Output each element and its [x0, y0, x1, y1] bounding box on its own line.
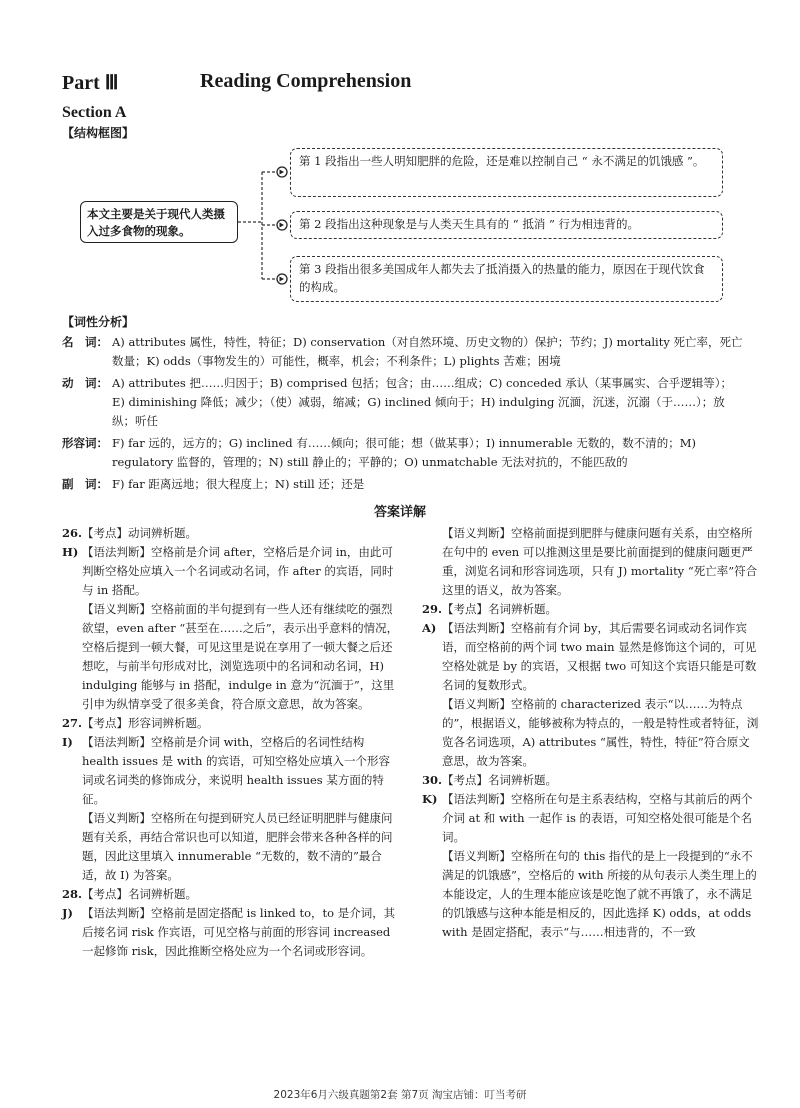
question-point: 【考点】动词辨析题。 [82, 526, 197, 540]
page-footer: 2023年6月六级真题第2套 第7页 淘宝店铺：叮当考研 [273, 1089, 527, 1101]
question-number: 30. [422, 773, 443, 787]
framework-label: 【结构框图】 [62, 126, 135, 140]
question-number: 27. [62, 716, 83, 730]
answer-letter: K) [422, 792, 438, 806]
section-heading: Section A [62, 104, 127, 121]
semantic-judgment: 【语义判断】空格前面的半句提到有一些人还有继续吃的强烈欲望，even after “甚至在……之后”，表示出乎意料的情况，空格后提到一顿大餐，可见这里是说在享用了一顿大餐之后还想吃，与前半句形成对比，浏览选项中的名词和动名词，H) indulging 能够与 in 搭配，indulge in 意为“沉湎于”，这里引申为纵情享受了很多美食，符合原文意思，故为答案。 [82, 602, 399, 711]
framework-paragraph-1: 第 1 段指出一些人明知肥胖的危险，还是难以控制自己 “ 永不满足的饥饿感 ”。 [290, 148, 723, 197]
answers-title: 答案详解 [373, 505, 426, 520]
arrow-bullet-2-icon [277, 220, 287, 230]
answer-letter: J) [62, 906, 73, 920]
question-28 [62, 885, 400, 904]
answer-letter: H) [62, 545, 79, 559]
framework-paragraph-3: 第 3 段指出很多美国成年人都失去了抵消摄入的热量的能力，原因在于现代饮食的构成。 [290, 256, 723, 302]
answer-28-cont [422, 524, 760, 600]
part-number: Part Ⅲ [62, 72, 119, 94]
semantic-judgment: 【语义判断】空格前的 characterized 表示“以……为特点的”，根据语义，能够被称为特点的，一般是特性或者特征，浏览各名词选项，A) attributes “属性，特性，特征”符合原文意思，故为答案。 [442, 697, 759, 768]
pos-adj-text: F) far 远的，远方的；G) inclined 有……倾向；很可能；想（做某事）；I) innumerable 无数的，数不清的；M) regulatory 监督的，管理的；N) still 静止的；平静的；O) unmatchable 无法对抗的，不能匹敌的 [112, 436, 696, 469]
question-point: 【考点】名词辨析题。 [442, 773, 557, 787]
semantic-judgment: 【语义判断】空格所在句提到研究人员已经证明肥胖与健康问题有关系，再结合常识也可以知道，肥胖会带来各种各样的问题，因此这里填入 innumerable “无数的，数不清的”最合适，故 I) 为答案。 [82, 811, 393, 882]
question-number: 28. [62, 887, 83, 901]
grammar-judgment: 【语法判断】空格前是介词 after，空格后是介词 in，由此可判断空格处应填入一个名词或动名词，作 after 的宾语，同时与 in 搭配。 [82, 545, 394, 597]
question-29 [422, 600, 760, 619]
answer-30 [422, 790, 760, 942]
question-point: 【考点】名词辨析题。 [442, 602, 557, 616]
pos-analysis-label: 【词性分析】 [62, 315, 135, 329]
answer-28 [62, 904, 400, 961]
semantic-judgment: 【语义判断】空格前面提到肥胖与健康问题有关系，由空格所在句中的 even 可以推测这里是要比前面提到的健康问题更严重，浏览名词和形容词选项，只有 J) mortality “死亡率”符合这里的语义，故为答案。 [442, 526, 758, 597]
grammar-judgment: 【语法判断】空格前有介词 by，其后需要名词或动名词作宾语，而空格前的两个词 two main 显然是修饰这个词的，可见空格处就是 by 的宾语，又根据 two 可知这个宾语只能是可数名词的复数形式。 [442, 621, 757, 692]
arrow-bullet-3-icon [277, 274, 287, 284]
arrow-bullet-1-icon [277, 167, 287, 177]
answer-27 [62, 733, 400, 885]
part-title: Reading Comprehension [200, 70, 412, 92]
answer-letter: A) [422, 621, 437, 635]
pos-verb-text: A) attributes 把……归因于；B) comprised 包括；包含；由……组成；C) conceded 承认（某事属实、合乎逻辑等）；E) diminishing 降低；减少；（使）减弱，缩减；G) inclined 倾向于；H) indulging 沉湎，沉迷，沉溺（于……）；放纵；听任 [112, 376, 732, 428]
answer-letter: I) [62, 735, 73, 749]
question-number: 29. [422, 602, 443, 616]
question-point: 【考点】形容词辨析题。 [82, 716, 209, 730]
answers-left-column [62, 524, 400, 961]
pos-noun-text: A) attributes 属性，特性，特征；D) conservation（对自然环境、历史文物的）保护；节约；J) mortality 死亡率，死亡数量；K) odds（事物发生的）可能性，概率，机会；不利条件；L) plights 苦难；困境 [112, 335, 743, 368]
question-27 [62, 714, 400, 733]
semantic-judgment: 【语义判断】空格所在句的 this 指代的是上一段提到的“永不满足的饥饿感”，空格后的 with 所接的从句表示人类生理上的本能设定，人的生理本能应该是吃饱了就不再饿了，永不满足的饥饿感与这种本能是相反的，因此选择 K) odds，at odds with 是固定搭配，表示“与……相违背的，不一致 [442, 849, 757, 939]
grammar-judgment: 【语法判断】空格所在句是主系表结构，空格与其前后的两个介词 at 和 with 一起作 is 的表语，可知空格处很可能是个名词。 [442, 792, 753, 844]
pos-adv-tag: 副 词： [62, 477, 108, 491]
framework-paragraph-2: 第 2 段指出这种现象是与人类天生具有的 “ 抵消 ” 行为相违背的。 [290, 211, 723, 239]
answer-29 [422, 619, 760, 771]
pos-adv-text: F) far 距离远地；很大程度上；N) still 还；还是 [112, 477, 365, 491]
question-point: 【考点】名词辨析题。 [82, 887, 197, 901]
answers-right-column [422, 524, 760, 942]
grammar-judgment: 【语法判断】空格前是介词 with，空格后的名词性结构 health issues 是 with 的宾语，可知空格处应填入一个形容词或名词类的修饰成分，来说明 health issues 某方面的特征。 [82, 735, 391, 806]
framework-main-box: 本文主要是关于现代人类摄入过多食物的现象。 [80, 201, 238, 243]
pos-adj-tag: 形容词： [62, 436, 108, 450]
grammar-judgment: 【语法判断】空格前是固定搭配 is linked to，to 是介词，其后接名词 risk 作宾语，可见空格与前面的形容词 increased 一起修饰 risk，因此推断空格处应为一个名词或形容词。 [82, 906, 396, 958]
question-number: 26. [62, 526, 83, 540]
answer-26 [62, 543, 400, 714]
question-30 [422, 771, 760, 790]
pos-noun-tag: 名 词： [62, 335, 108, 349]
pos-verb-tag: 动 词： [62, 376, 108, 390]
question-26 [62, 524, 400, 543]
